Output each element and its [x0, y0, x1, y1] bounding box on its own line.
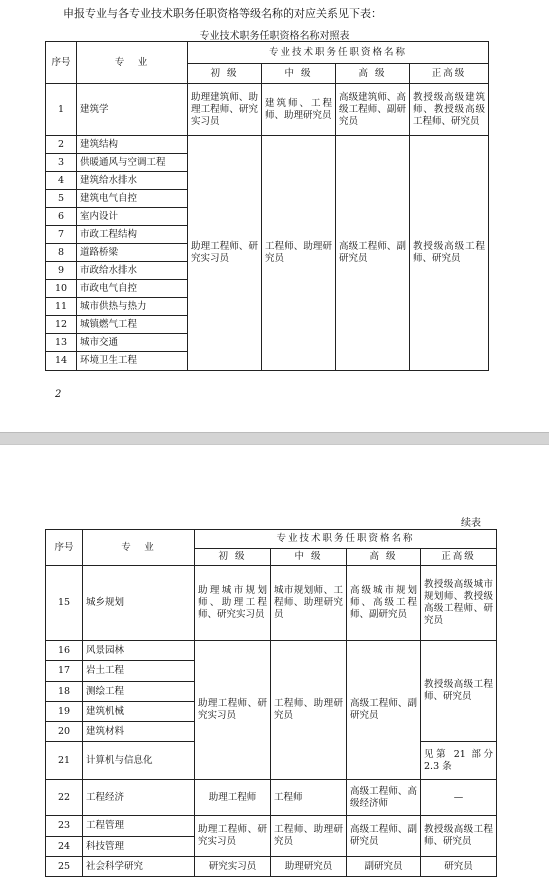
cell-mid: 工程师: [271, 780, 347, 816]
row-major: 城市交通: [77, 334, 188, 352]
row-no: 10: [46, 280, 77, 298]
row-major: 道路桥梁: [77, 244, 188, 262]
row-no: 3: [46, 154, 77, 172]
row-major: 市政电气自控: [77, 280, 188, 298]
cell-junior: 助理城市规划师、助理工程师、研究实习员: [195, 566, 271, 641]
row-major: 城镇燃气工程: [77, 316, 188, 334]
row-no: 20: [46, 722, 83, 742]
row-no: 17: [46, 661, 83, 682]
qualification-table: [45, 41, 489, 371]
row-major: 室内设计: [77, 208, 188, 226]
cell-junior: 研究实习员: [195, 857, 271, 877]
row-no: 24: [46, 837, 83, 857]
cell-senior: 高级建筑师、高级工程师、副研究员: [336, 84, 410, 136]
row-no: 2: [46, 136, 77, 154]
table-row: [46, 84, 489, 136]
cell-full: —: [421, 780, 497, 816]
row-no: 8: [46, 244, 77, 262]
row-no: 12: [46, 316, 77, 334]
table-row: [46, 816, 497, 837]
row-major: 建筑机械: [83, 702, 195, 722]
row-major: 计算机与信息化: [83, 742, 195, 780]
header-group: 专业技术职务任职资格名称: [195, 530, 497, 549]
row-major: 建筑给水排水: [77, 172, 188, 190]
row-no: 4: [46, 172, 77, 190]
cell-mid: 建筑师、工程师、助理研究员: [262, 84, 336, 136]
row-no: 25: [46, 857, 83, 877]
row-major: 社会科学研究: [83, 857, 195, 877]
cell-junior-merged: 助理工程师、研究实习员: [188, 136, 262, 371]
qualification-table-continued: [45, 529, 497, 877]
row-major: 岩土工程: [83, 661, 195, 682]
row-major: 环境卫生工程: [77, 352, 188, 371]
cell-full-merged: 教授级高级工程师、研究员: [421, 641, 497, 742]
row-no: 22: [46, 780, 83, 816]
row-major: 市政给水排水: [77, 262, 188, 280]
row-major: 城市供热与热力: [77, 298, 188, 316]
row-major: 科技管理: [83, 837, 195, 857]
header-major: 专 业: [77, 42, 188, 84]
row-major: 建筑结构: [77, 136, 188, 154]
cell-senior: 高级工程师、高级经济师: [347, 780, 421, 816]
cell-junior-merged: 助理工程师、研究实习员: [195, 816, 271, 857]
row-no: 1: [46, 84, 77, 136]
row-no: 15: [46, 566, 83, 641]
header-seq: 序号: [46, 530, 83, 566]
row-no: 11: [46, 298, 77, 316]
cell-senior-merged: 高级工程师、副研究员: [336, 136, 410, 371]
intro-text: 申报专业与各专业技术职务任职资格等级名称的对应关系见下表：: [63, 7, 382, 20]
row-major: 测绘工程: [83, 682, 195, 702]
row-major: 工程管理: [83, 816, 195, 837]
row-no: 9: [46, 262, 77, 280]
cell-mid-merged: 工程师、助理研究员: [262, 136, 336, 371]
header-level-junior: 初 级: [195, 549, 271, 566]
cell-full: 教授级高级建筑师、教授级高级工程师、研究员: [410, 84, 489, 136]
header-level-full: 正高级: [421, 549, 497, 566]
row-major: 建筑电气自控: [77, 190, 188, 208]
page-separator: [0, 432, 549, 445]
header-seq: 序号: [46, 42, 77, 84]
table-row: [46, 566, 497, 641]
cell-junior: 助理工程师: [195, 780, 271, 816]
row-no: 14: [46, 352, 77, 371]
cell-full: 研究员: [421, 857, 497, 877]
table-row: [46, 780, 497, 816]
header-level-mid: 中 级: [262, 64, 336, 84]
cell-senior: 副研究员: [347, 857, 421, 877]
cell-mid-merged: 工程师、助理研究员: [271, 641, 347, 780]
row-no: 23: [46, 816, 83, 837]
row-no: 16: [46, 641, 83, 661]
table-row: [46, 641, 497, 661]
header-level-senior: 高 级: [347, 549, 421, 566]
continued-label: 续表: [461, 518, 481, 529]
row-major: 风景园林: [83, 641, 195, 661]
row-no: 5: [46, 190, 77, 208]
header-level-full: 正高级: [410, 64, 489, 84]
document-page-1: [0, 0, 549, 432]
row-no: 18: [46, 682, 83, 702]
cell-mid: 助理研究员: [271, 857, 347, 877]
row-no: 6: [46, 208, 77, 226]
table-caption: 专业技术职务任职资格名称对照表: [199, 31, 350, 42]
cell-junior: 助理建筑师、助理工程师、研究实习员: [188, 84, 262, 136]
row-major: 工程经济: [83, 780, 195, 816]
row-no: 19: [46, 702, 83, 722]
cell-junior-merged: 助理工程师、研究实习员: [195, 641, 271, 780]
row-no: 7: [46, 226, 77, 244]
cell-full-merged: 教授级高级工程师、研究员: [410, 136, 489, 371]
row-major: 城乡规划: [83, 566, 195, 641]
row-no: 21: [46, 742, 83, 780]
header-level-mid: 中 级: [271, 549, 347, 566]
row-major: 供暖通风与空调工程: [77, 154, 188, 172]
cell-full: 教授级高级城市规划师、教授级高级工程师、研究员: [421, 566, 497, 641]
row-major: 市政工程结构: [77, 226, 188, 244]
cell-mid: 城市规划师、工程师、助理研究员: [271, 566, 347, 641]
page-number: 2: [55, 389, 62, 400]
header-major: 专 业: [83, 530, 195, 566]
cell-full-row21: 见第 21 部分 2.3 条: [421, 742, 497, 780]
header-level-junior: 初 级: [188, 64, 262, 84]
row-major: 建筑材料: [83, 722, 195, 742]
cell-senior: 高级城市规划师、高级工程师、副研究员: [347, 566, 421, 641]
row-major: 建筑学: [77, 84, 188, 136]
cell-senior-merged: 高级工程师、副研究员: [347, 816, 421, 857]
cell-full-merged: 教授级高级工程师、研究员: [421, 816, 497, 857]
table-row: [46, 136, 489, 154]
header-level-senior: 高 级: [336, 64, 410, 84]
row-no: 13: [46, 334, 77, 352]
cell-mid-merged: 工程师、助理研究员: [271, 816, 347, 857]
header-group: 专业技术职务任职资格名称: [188, 42, 489, 64]
cell-senior-merged: 高级工程师、副研究员: [347, 641, 421, 780]
